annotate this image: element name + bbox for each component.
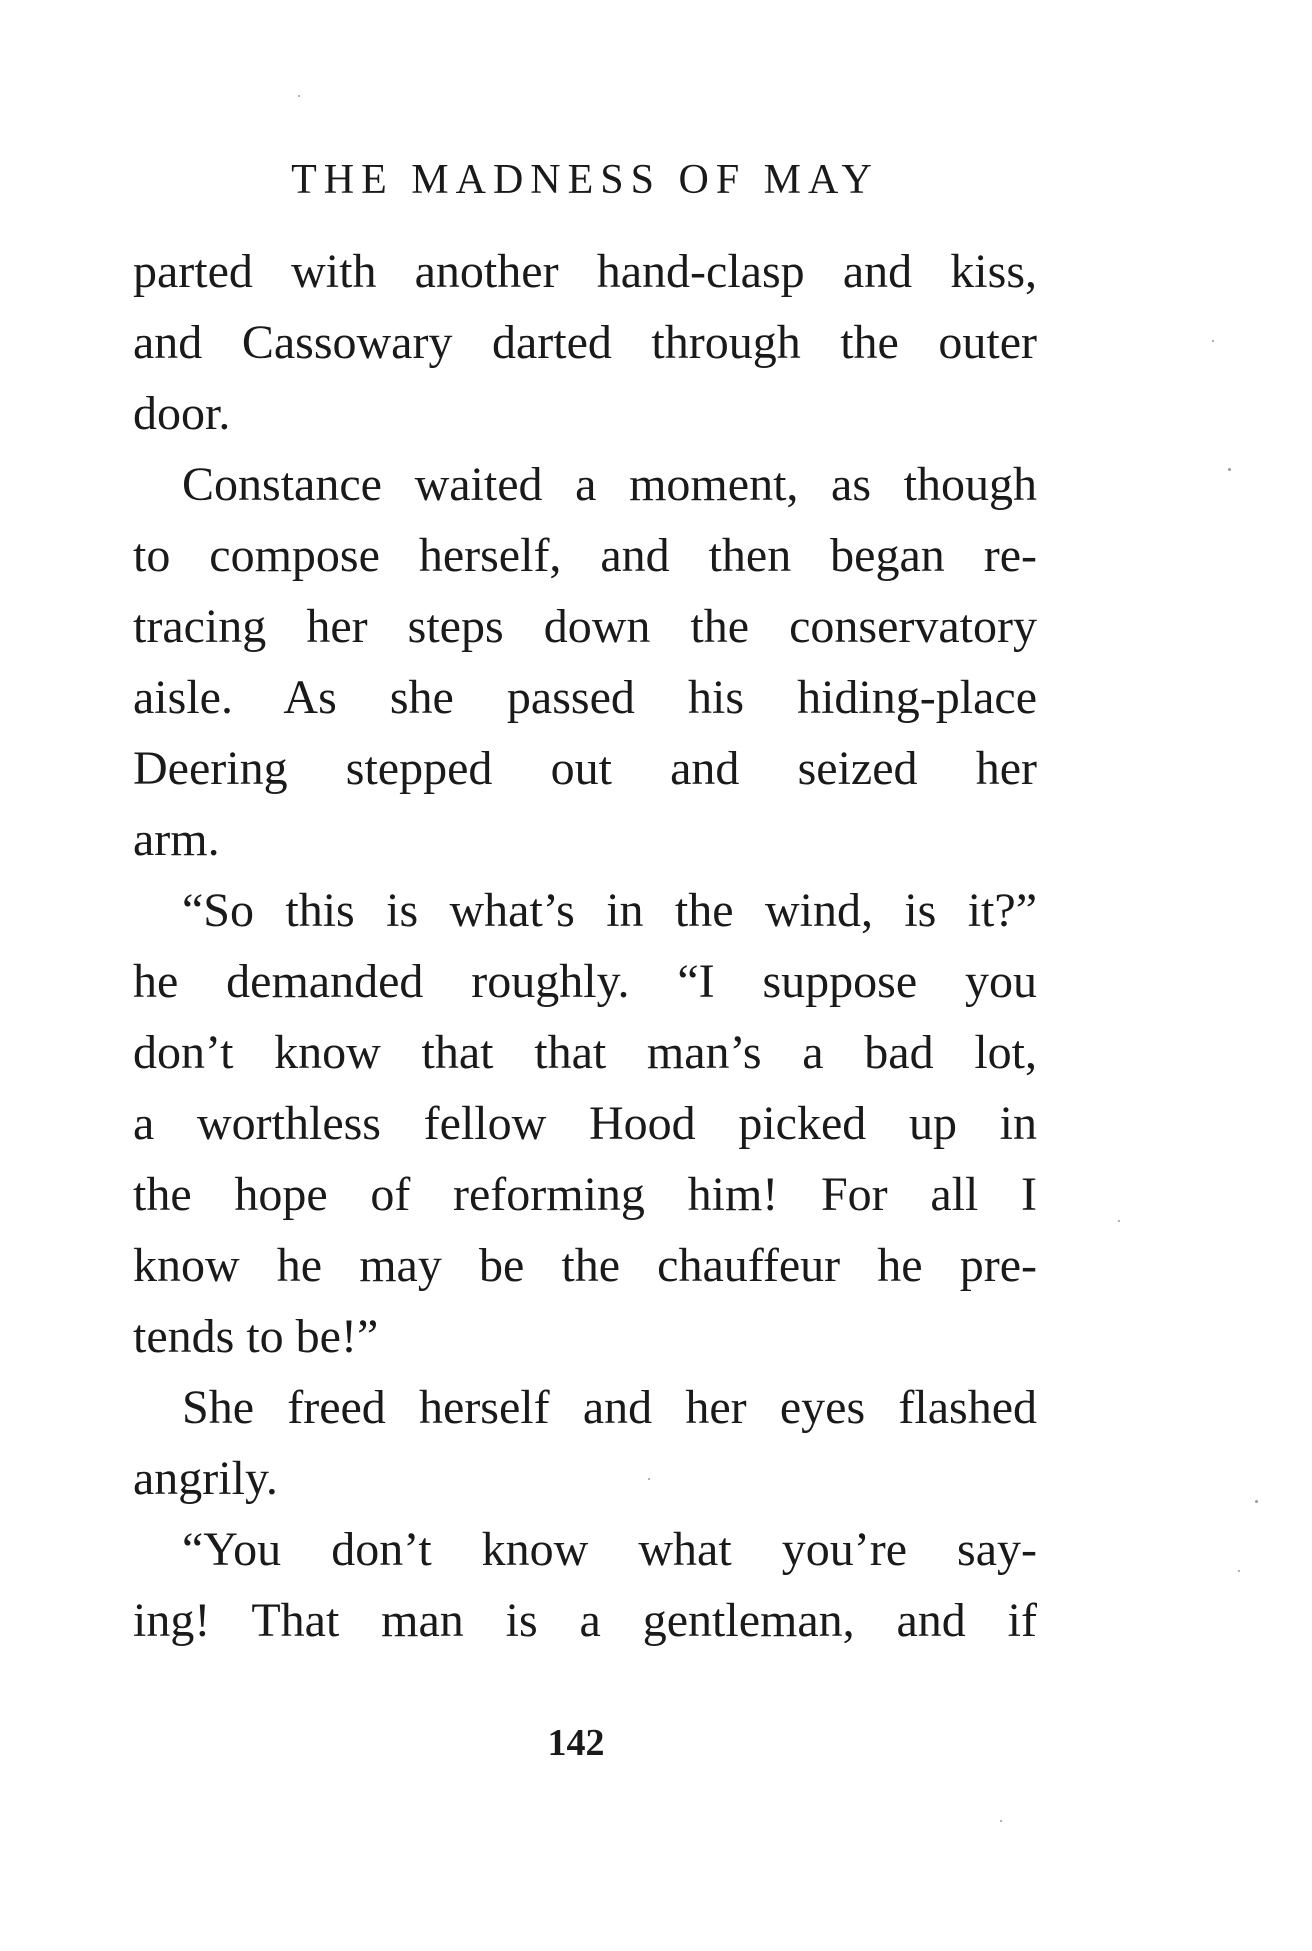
scan-speck: [1000, 1820, 1002, 1822]
text-line: She freed herself and her eyes flashed: [182, 1381, 1037, 1434]
text-line: don’t know that that man’s a bad lot,: [133, 1026, 1037, 1079]
text-line: Deering stepped out and seized her: [133, 742, 1037, 795]
body-text: [133, 236, 1037, 1656]
text-line: “So this is what’s in the wind, is it?”: [182, 884, 1037, 937]
text-line: the hope of reforming him! For all I: [133, 1168, 1037, 1221]
scan-speck: [1118, 1220, 1120, 1222]
text-line: a worthless fellow Hood picked up in: [133, 1097, 1037, 1150]
text-line: door.: [133, 387, 231, 440]
text-line: Constance waited a moment, as though: [182, 458, 1037, 511]
text-line: ing! That man is a gentleman, and if: [133, 1594, 1037, 1647]
text-line: tends to be!”: [133, 1310, 379, 1363]
text-line: tracing her steps down the conservatory: [133, 600, 1037, 653]
running-head: THE MADNESS OF MAY: [291, 157, 879, 203]
scan-speck: [1238, 1570, 1240, 1572]
page-number: 142: [547, 1722, 605, 1764]
scan-speck: [1228, 468, 1231, 471]
text-line: “You don’t know what you’re say-: [182, 1523, 1037, 1576]
text-line: and Cassowary darted through the outer: [133, 316, 1037, 369]
text-line: aisle. As she passed his hiding-place: [133, 671, 1037, 724]
text-line: angrily.: [133, 1452, 278, 1505]
scan-speck: [648, 1478, 650, 1480]
text-line: arm.: [133, 813, 220, 866]
text-line: to compose herself, and then began re-: [133, 529, 1037, 582]
scan-speck: [298, 95, 300, 97]
text-line: know he may be the chauffeur he pre-: [133, 1239, 1037, 1292]
text-line: parted with another hand-clasp and kiss,: [133, 245, 1037, 298]
scan-speck: [1255, 1500, 1258, 1503]
scan-speck: [1212, 340, 1214, 342]
text-line: he demanded roughly. “I suppose you: [133, 955, 1037, 1008]
